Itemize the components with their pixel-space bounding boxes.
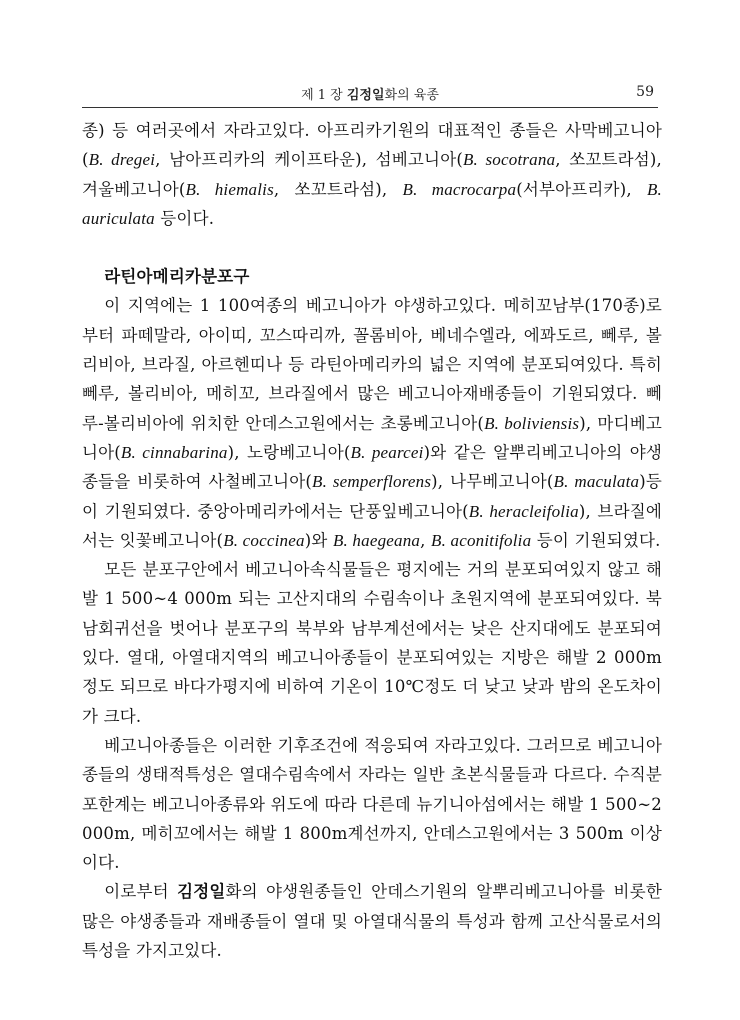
species-name: B. heracleifolia	[468, 501, 579, 521]
section-heading: 라틴아메리카분포구	[104, 267, 250, 287]
header-rule	[82, 107, 658, 108]
text-run: ), 브라질에서는 잇꽃베고니아(	[82, 501, 662, 550]
text-run: ), 나무베고니아(	[431, 472, 554, 492]
text-run: ), 마디베고니아(	[82, 413, 662, 462]
species-name: B. aconitifolia	[431, 530, 532, 550]
chapter-suffix: 화의 육종	[384, 88, 439, 103]
text-run: , 남아프리카의 케이프타운), 섬베고니아(	[155, 150, 463, 170]
species-name: B. dregei	[88, 150, 156, 170]
text-run: 종) 등 여러곳에서 자라고있다. 아프리카기원의 대표적인 종들은 사막베고니아(	[82, 121, 662, 170]
text-run: 베고니아종들은 이러한 기후조건에 적응되여 자라고있다. 그러므로 베고니아종들의 생태적특성은 열대수림속에서 자라는 일반 초본식물들과 다르다. 수직분포한계는 베고니아종류와 위도에 따라 다른데 뉴기니아섬에서는 해발 1 500∼2 000m, 메히꼬에서는 해발 1 800m계선까지, 안데스고원에서는 3 500m 이상이다.	[82, 735, 662, 873]
paragraph-altitude	[82, 555, 662, 731]
text-run: ), 노랑베고니아(	[227, 442, 351, 462]
text-run: ,	[420, 530, 432, 550]
page-number: 59	[636, 84, 654, 100]
species-name: B. cinnabarina	[120, 442, 228, 462]
species-name: B. haegeana	[332, 530, 421, 550]
chapter-leader-name: 김정일	[346, 88, 385, 103]
species-name: B. hiemalis	[185, 179, 274, 199]
text-run: 등이 기원되였다.	[531, 530, 661, 550]
species-name: B. coccinea	[223, 530, 305, 550]
chapter-title	[82, 84, 658, 103]
species-name: B. boliviensis	[484, 413, 580, 433]
species-name: B. maculata	[553, 472, 640, 492]
species-name: B. semperflorens	[312, 472, 432, 492]
body-text	[82, 116, 662, 965]
text-run: )와 같은 알뿌리베고니아의 야생종들을 비롯하여 사철베고니아(	[82, 442, 663, 492]
species-name: B. pearcei	[350, 442, 424, 462]
text-run: (서부아프리카),	[516, 179, 647, 199]
paragraph-conclusion	[82, 877, 662, 965]
species-name: B. macrocarpa	[402, 179, 517, 199]
species-name: B. auriculata	[82, 179, 663, 228]
text-run: 화의 야생원종들인 안데스기원의 알뿌리베고니아를 비롯한 많은 야생종들과 재배종들이 열대 및 아열대식물의 특성과 함께 고산식물로서의 특성을 가지고있다.	[82, 882, 662, 961]
text-run: 모든 분포구안에서 베고니아속식물들은 평지에는 거의 분포되여있지 않고 해발 1 500∼4 000m 되는 고산지대의 수림속이나 초원지역에 분포되여있다. 북남회귀선을 벗어나 분포구의 북부와 남부계선에서는 낮은 산지대에도 분포되여있다. 열대, 아열대지역의 베고니아종들이 분포되여있는 지방은 해발 2 000m정도 되므로 바다가평지에 비하여 기온이 10℃정도 더 낮고 낮과 밤의 온도차이가 크다.	[82, 560, 662, 726]
running-header	[82, 84, 658, 104]
text-run: )등이 기원되였다. 중앙아메리카에서는 단풍잎베고니아(	[82, 472, 662, 521]
chapter-prefix: 제 1 장	[301, 88, 347, 103]
text-run: 이 지역에는 1 100여종의 베고니아가 야생하고있다. 메히꼬남부(170종)로부터 파떼말라, 아이띠, 꼬스따리까, 꼴롬비아, 베네수엘라, 에꽈도르, 뻬루, 볼리비아, 브라질, 아르헨띠나 등 라틴아메리카의 넓은 지역에 분포되여있다. 특히 뻬루, 볼리비아, 메히꼬, 브라질에서 많은 베고니아재배종들이 기원되였다. 뻬루-볼리비아에 위치한 안데스고원에서는 초롱베고니아(	[82, 296, 662, 433]
paragraph-continuation	[82, 116, 662, 233]
text-run: , 쏘꼬트라섬), 겨울베고니아(	[82, 150, 662, 199]
text-run: 이로부터	[104, 882, 178, 902]
species-name: B. socotrana	[462, 150, 556, 170]
text-run: , 쏘꼬트라섬),	[273, 179, 403, 199]
text-run: 등이다.	[154, 208, 215, 228]
paragraph-latin-america	[82, 291, 662, 555]
text-run: )와	[304, 530, 333, 550]
leader-name: 김정일	[177, 882, 226, 902]
paragraph-adaptation	[82, 731, 662, 877]
